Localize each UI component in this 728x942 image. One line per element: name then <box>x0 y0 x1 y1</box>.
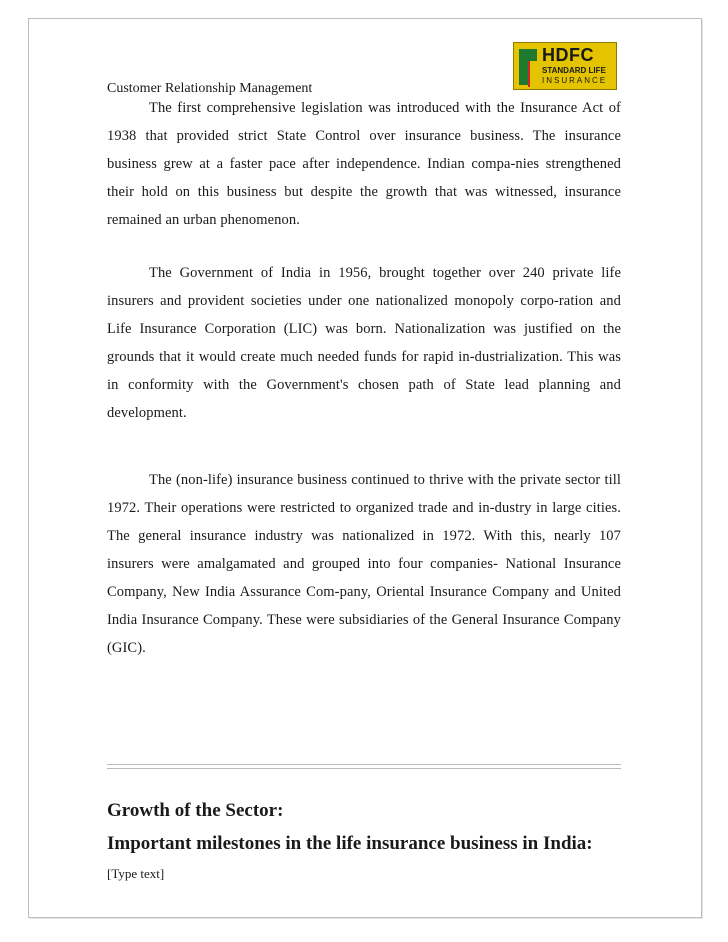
subsection-heading: Important milestones in the life insurance business in India: <box>107 833 593 854</box>
logo-title: HDFC <box>542 45 594 65</box>
paragraph-1 <box>107 94 621 234</box>
logo-mark-icon <box>519 49 537 85</box>
section-divider <box>107 764 621 769</box>
running-header: Customer Relationship Management <box>107 81 313 96</box>
paragraph-2 <box>107 259 621 427</box>
paragraph-3 <box>107 466 621 662</box>
logo-subtitle: STANDARD LIFE <box>542 66 606 75</box>
paragraph-3-text: The (non-life) insurance business continued to thrive with the private sector till 1972. Their operations were restricted to organized trade and in-dustry in large cities. The general insurance industry was nationalized in 1972. With this, nearly 107 insurers were amalgamated and grouped into four companies- National Insurance Company, New India Assurance Com-pany, Oriental Insurance Company and United India Insurance Company. These were subsidiaries of the General Insurance Company (GIC). <box>107 472 621 656</box>
logo-subtitle-2: INSURANCE <box>542 76 608 85</box>
hdfc-standard-life-logo <box>513 42 617 90</box>
footer-placeholder: [Type text] <box>107 866 165 881</box>
paragraph-2-text: The Government of India in 1956, brought together over 240 private life insurers and provident societies under one nationalized monopoly corpo-ration and Life Insurance Corporation (LIC) was born. Nationalization was justified on the grounds that it would create much needed funds for rapid in-dustrialization. This was in conformity with the Government's chosen path of State lead planning and development. <box>107 265 621 421</box>
paragraph-1-text: The first comprehensive legislation was introduced with the Insurance Act of 1938 that provided strict State Control over insurance business. The insurance business grew at a faster pace after independence. Indian compa-nies strengthened their hold on this business but despite the growth that was witnessed, insurance remained an urban phenomenon. <box>107 100 621 228</box>
section-heading: Growth of the Sector: <box>107 800 284 821</box>
